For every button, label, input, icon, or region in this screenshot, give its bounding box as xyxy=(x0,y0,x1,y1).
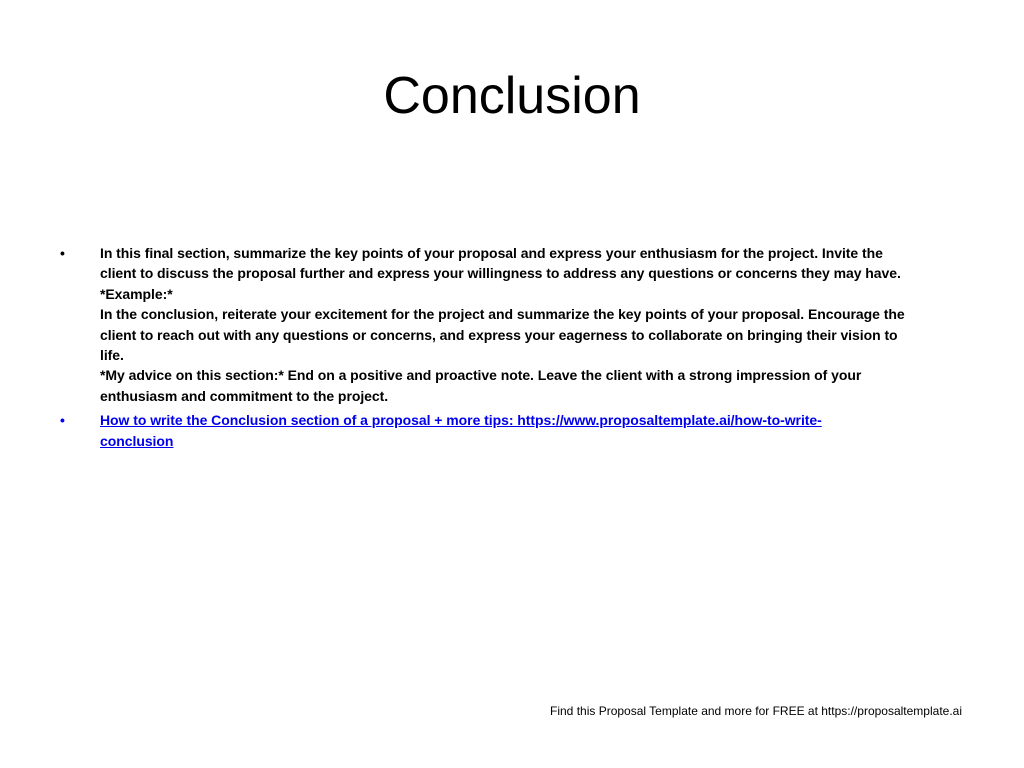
bullet-line: client to discuss the proposal further and express your willingness to address any questions or concerns they may have. xyxy=(100,265,901,282)
bullet-item-link xyxy=(60,410,965,451)
bullet-line: *Example:* xyxy=(100,285,173,302)
bullet-text xyxy=(100,243,965,406)
bullet-line: life. xyxy=(100,347,124,364)
footer-note: Find this Proposal Template and more for FREE at https://proposaltemplate.ai xyxy=(550,704,962,718)
bullet-line: client to reach out with any questions or concerns, and express your eagerness to collaborate on bringing their vision to xyxy=(100,326,898,343)
bullet-list xyxy=(60,243,965,455)
bullet-icon: • xyxy=(60,412,65,429)
bullet-line: *My advice on this section:* End on a positive and proactive note. Leave the client with a strong impression of your xyxy=(100,367,862,384)
bullet-item-summary xyxy=(60,243,965,406)
tips-link[interactable] xyxy=(100,410,965,451)
bullet-line: In this final section, summarize the key points of your proposal and express your enthusiasm for the project. Invite the xyxy=(100,245,883,261)
slide-title: Conclusion xyxy=(383,67,641,125)
tips-link-line[interactable]: How to write the Conclusion section of a proposal + more tips: https://www.proposaltemplate.ai/how-to-write- xyxy=(100,412,822,429)
bullet-line: enthusiasm and commitment to the project. xyxy=(100,387,389,404)
bullet-line: In the conclusion, reiterate your excitement for the project and summarize the key points of your proposal. Encourage the xyxy=(100,306,905,323)
bullet-icon: • xyxy=(60,245,65,261)
tips-link-line[interactable]: conclusion xyxy=(100,432,174,449)
